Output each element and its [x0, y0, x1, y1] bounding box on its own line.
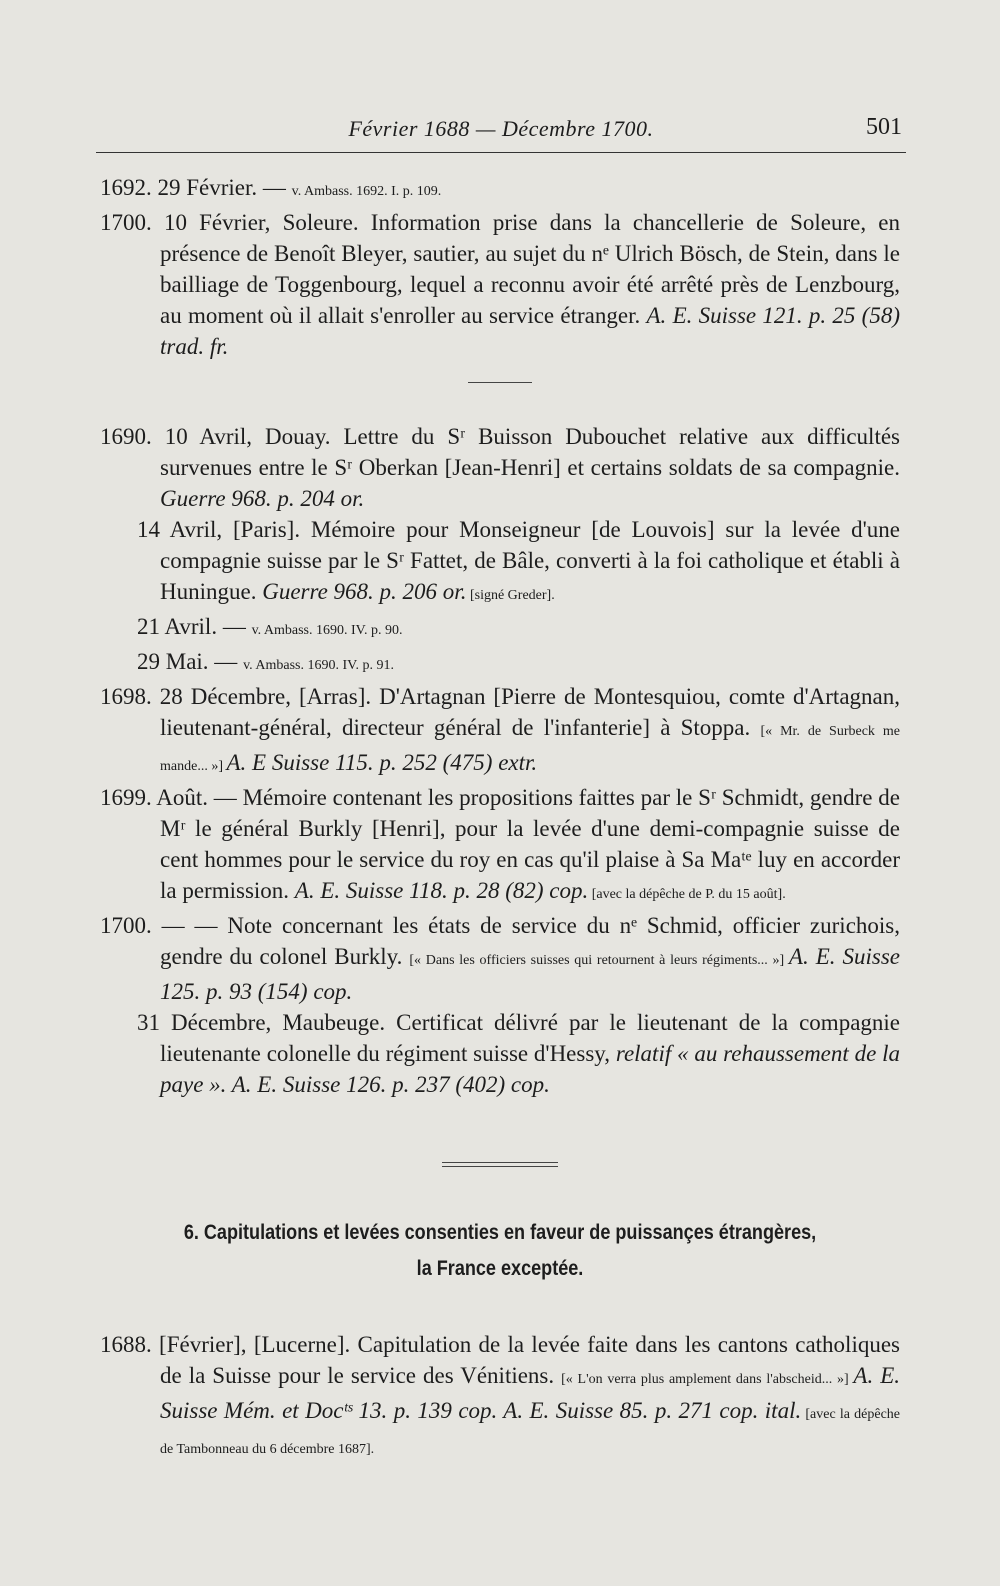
entry: 31 Décembre, Maubeuge. Certificat délivré par le lieutenant de la compagnie lieutenante colonelle du régiment suisse d'Hessy, relatif « au rehaussement de la paye ». A. E. Suisse 126. p. 237 (402) cop. [137, 1010, 900, 1097]
entries-block-1 [100, 172, 900, 362]
entry: 1692. 29 Février. — v. Ambass. 1692. I. p. 109. [100, 175, 442, 200]
page-number: 501 [866, 114, 902, 140]
entry: 1700. 10 Février, Soleure. Information prise dans la chancellerie de Soleure, en présence de Benoît Bleyer, sautier, au sujet du nᵉ Ulrich Bösch, de Stein, dans le bailliage de Toggenbourg, lequel a reconnu avoir été arrêté près de Lenzbourg, au moment où il allait s'enroller au service étranger. A. E. Suisse 121. p. 25 (58) trad. fr. [100, 210, 901, 359]
separator-rule [468, 382, 532, 383]
section-divider [442, 1162, 558, 1167]
entries-block-2 [100, 421, 900, 1100]
entry: 1700. — — Note concernant les états de service du nᵉ Schmid, officier zurichois, gendre du colonel Burkly. [« Dans les officiers suisses qui retournent à leurs régiments... »] A. E. Suisse 125. p. 93 (154) cop. [100, 913, 900, 1004]
entry: 29 Mai. — v. Ambass. 1690. IV. p. 91. [137, 649, 394, 674]
entry: 1698. 28 Décembre, [Arras]. D'Artagnan [Pierre de Montesquiou, comte d'Artagnan, lieutenant-général, directeur général de l'infanterie] à Stoppa. [« Mr. de Surbeck me mande... »] A. E Suisse 115. p. 252 (475) extr. [100, 684, 900, 775]
entry: 1699. Août. — Mémoire contenant les propositions faittes par le Sʳ Schmidt, gendre de Mʳ le général Burkly [Henri], pour la levée d'une demi-compagnie suisse de cent hommes pour le service du roy en cas qu'il plaise à Sa Maᵗᵉ luy en accorder la permission. A. E. Suisse 118. p. 28 (82) cop. [avec la dépêche de P. du 15 août]. [100, 785, 900, 903]
entry: 14 Avril, [Paris]. Mémoire pour Monseigneur [de Louvois] sur la levée d'une compagnie suisse par le Sʳ Fattet, de Bâle, converti à la foi catholique et établi à Huningue. Guerre 968. p. 206 or. [signé Greder]. [137, 517, 900, 604]
section-title: 6. Capitulations et levées consenties en faveur de puissançes étrangères, la France exceptée. [183, 1221, 817, 1280]
entries-block-3 [100, 1329, 900, 1465]
entry: 21 Avril. — v. Ambass. 1690. IV. p. 90. [137, 614, 403, 639]
header-rule [96, 152, 906, 153]
running-head [100, 110, 902, 146]
entry: 1690. 10 Avril, Douay. Lettre du Sʳ Buisson Dubouchet relative aux difficultés survenues entre le Sʳ Oberkan [Jean-Henri] et certains soldats de sa compagnie. Guerre 968. p. 204 or. [100, 424, 900, 511]
page-body [100, 172, 900, 1465]
entry: 1688. [Février], [Lucerne]. Capitulation de la levée faite dans les cantons catholiques de la Suisse pour le service des Vénitiens. [« L'on verra plus amplement dans l'abscheid... »] A. E. Suisse Mém. et Docᵗˢ 13. p. 139 cop. A. E. Suisse 85. p. 271 cop. ital. [avec la dépêche de Tambonneau du 6 décembre 1687]. [100, 1332, 900, 1457]
running-title: Février 1688 — Décembre 1700. [348, 116, 654, 141]
